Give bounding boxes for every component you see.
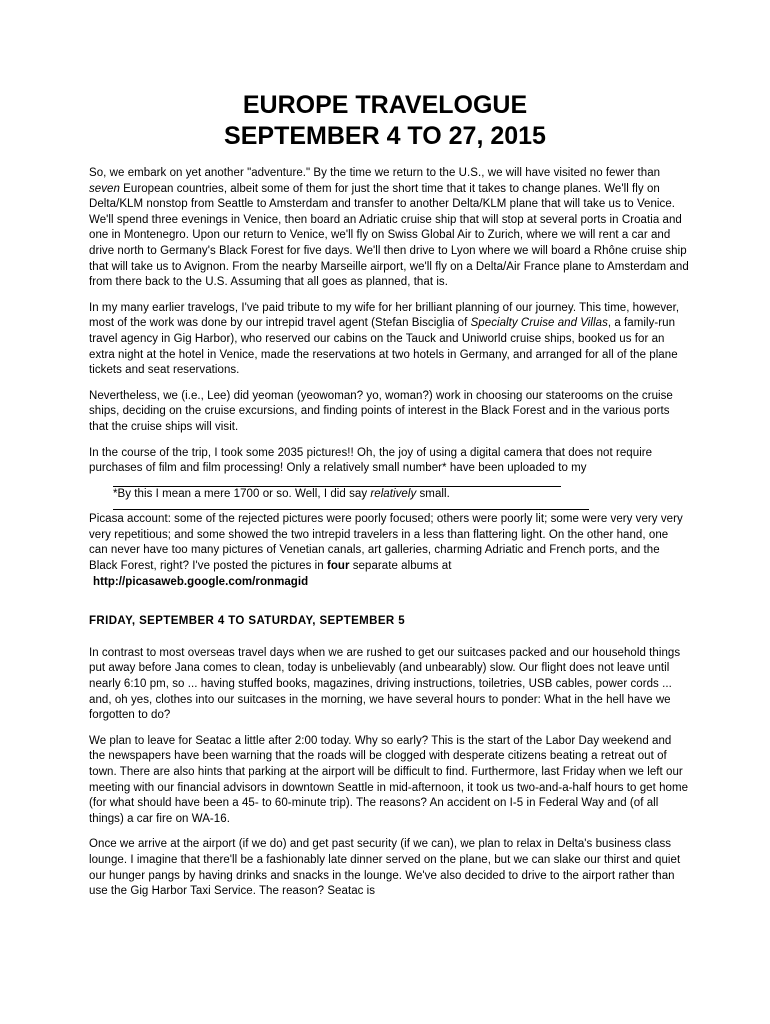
text-run: European countries, albeit some of them for just the short time that it takes to change planes. We'll fly on Delta/KLM nonstop from Seattle to Amsterdam and transfer to another Delta/KLM plane that will take us to Venice. We'll spend three evenings in Venice, then board an Adriatic cruise ship that will stop at several ports in Croatia and one in Montenegro. Upon our return to Venice, we'll fly on Swiss Global Air to Zurich, where we will rent a car and drive north to Germany's Black Forest for five days. We'll then drive to Lyon where we will board a Rhône cruise ship that will take us to Avignon. From the nearby Marseille airport, we'll fly on a Delta/Air France plane to Amsterdam and from there back to the U.S. Assuming that all goes as planned, that is. [89, 182, 689, 289]
document-body [89, 166, 689, 910]
text-run: separate albums at [349, 560, 452, 573]
text-run: In my many earlier travelogs, I've paid tribute to my wife for her brilliant planning of our journey. This time, however, most of the work was done by our intrepid travel agent (Stefan Bisciglia of [89, 301, 680, 330]
emphasis-text: Specialty Cruise and Villas [470, 317, 608, 330]
paragraph-airport-lounge: Once we arrive at the airport (if we do) and get past security (if we can), we plan to relax in Delta's business class lounge. I imagine that there'll be a fashionably late dinner served on the plane, but we can slake our thirst and quiet our hunger pangs by having drinks and snacks in the lounge. We've also decided to drive to the airport rather than use the Gig Harbor Taxi Service. The reason? Seatac is [89, 838, 681, 898]
doc-title: EUROPE TRAVELOGUE [242, 91, 528, 119]
text-run: , a family-run travel agency in Gig Harbor), who reserved our cabins on the Tauck and Uniworld cruise ships, booked us for an extra night at the hotel in Venice, made the reservations at two hotels in Germany, and arranged for all of the plane tickets and seat reservations. [89, 317, 678, 377]
section-heading-sept-4-5: FRIDAY, SEPTEMBER 4 TO SATURDAY, SEPTEMBER 5 [89, 615, 406, 628]
emphasis-text: seven [89, 182, 120, 195]
text-run: Picasa account: some of the rejected pictures were poorly focused; others were poorly lit; some were very very very very repetitious; and some showed the two intrepid travelers in a less than flattering light. On the other hand, one can never have too many pictures of Venetian canals, art galleries, charming Adriatic and French ports, and the Black Forest, right? I've posted the pictures in [89, 513, 683, 573]
paragraph-leave-for-seatac: We plan to leave for Seatac a little after 2:00 today. Why so early? This is the start of the Labor Day weekend and the newspapers have been warning that the roads will be clogged with desperate citizens beating a retreat out of town. There are also hints that parking at the airport will be difficult to find. Furthermore, last Friday when we left our meeting with our financial advisors in downtown Seattle in mid-afternoon, it took us two-and-a-half hours to get home (for what should have been a 45- to 60-minute trip). The reasons? An accident on I-5 in Federal Way and (of all things) a car fire on WA-16. [89, 734, 689, 825]
paragraph-intro [89, 166, 689, 291]
text-run: In the course of the trip, I took some 2035 pictures!! Oh, the joy of using a digital camera that does not require purchases of film and film processing! Only a relatively small number* have been uploaded to my [89, 446, 653, 475]
doc-subtitle-dates: SEPTEMBER 4 TO 27, 2015 [224, 122, 546, 150]
paragraph-pictures [89, 446, 689, 591]
bold-text: four [326, 560, 350, 573]
text-run: So, we embark on yet another "adventure." By the time we return to the U.S., we will have visited no fewer than [89, 167, 661, 179]
picasa-link[interactable]: http://picasaweb.google.com/ronmagid [93, 575, 309, 588]
paragraph-staterooms: Nevertheless, we (i.e., Lee) did yeoman (yeowoman? yo, woman?) work in choosing our staterooms on the cruise ships, deciding on the cruise excursions, and finding points of interest in the Black Forest and in the various ports that the cruise ships will visit. [89, 389, 673, 433]
emphasis-text: relatively [370, 487, 417, 500]
footnote-separator [113, 509, 589, 510]
paragraph-travel-agent [89, 301, 689, 379]
paragraph-slow-day: In contrast to most overseas travel days when we are rushed to get our suitcases packed and our household things put away before Jana comes to clean, today is unbelievably (and unbearably) slow. Our flight does not leave until nearly 6:10 pm, so ... having stuffed books, magazines, driving instructions, toiletries, USB cables, power cords ... and, oh yes, clothes into our suitcases in the morning, we have several hours to ponder: What in the hell have we forgotten to do? [89, 646, 681, 722]
footnote [113, 487, 689, 503]
text-run: *By this I mean a mere 1700 or so. Well, I did say [113, 487, 371, 500]
text-run: small. [416, 487, 450, 500]
